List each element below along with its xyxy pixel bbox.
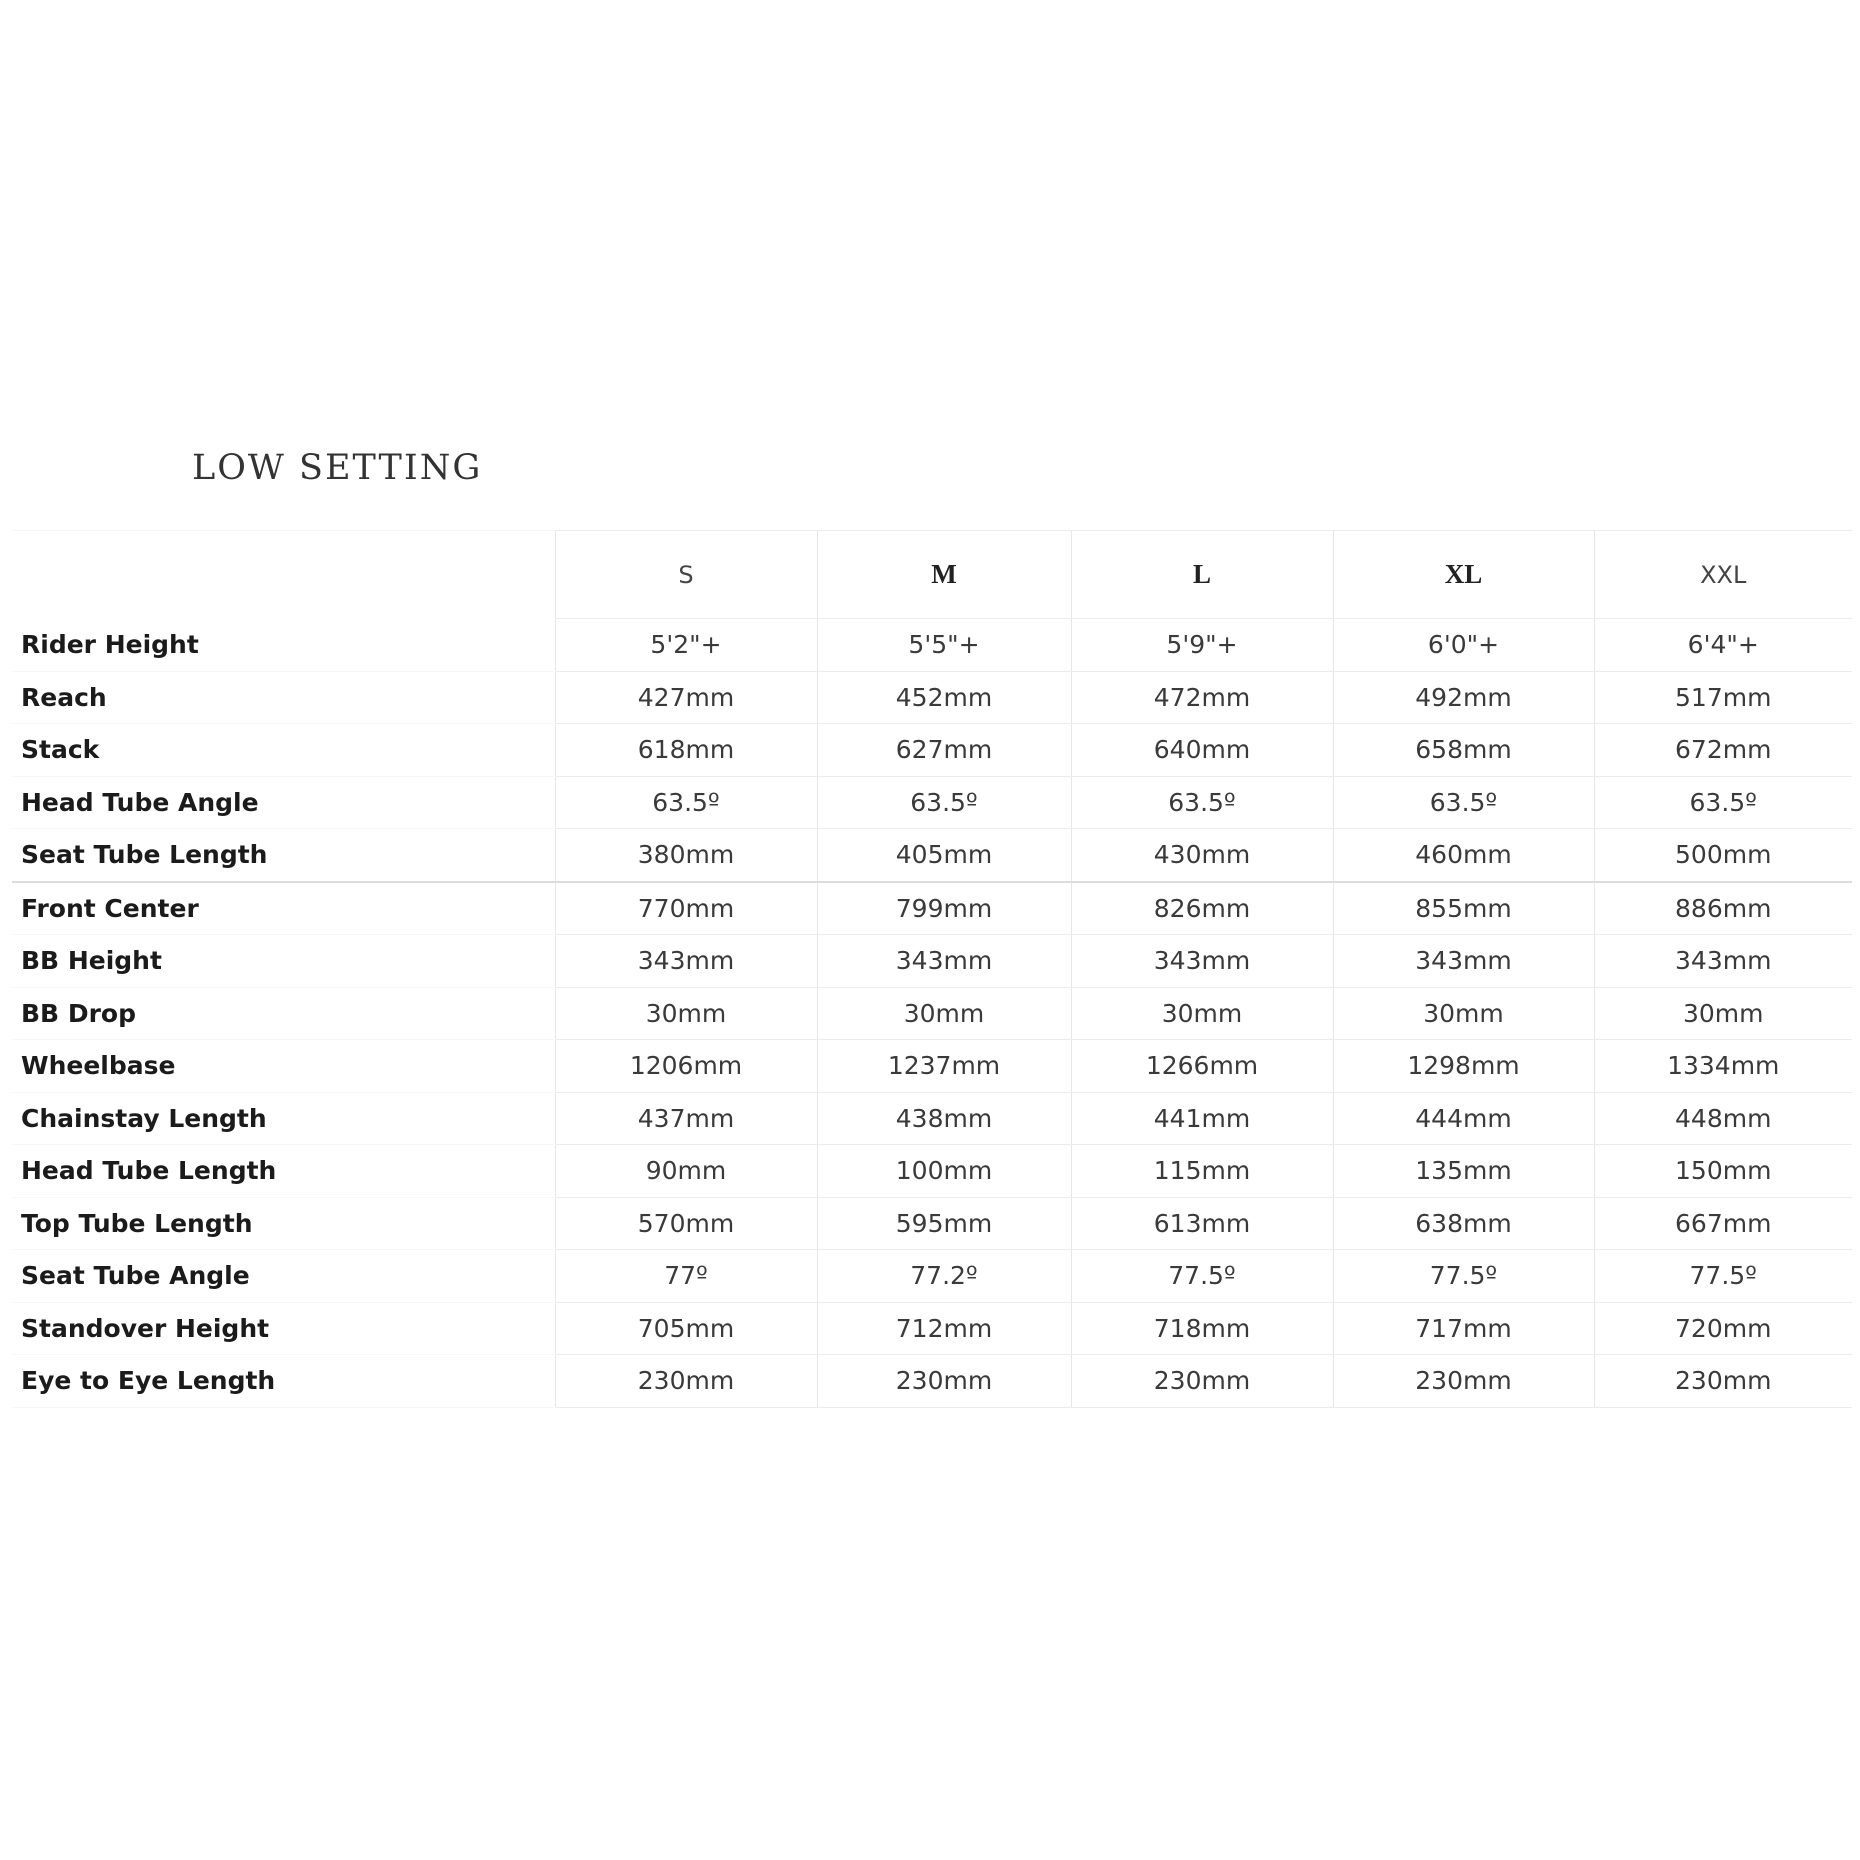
cell-l: 30mm: [1071, 987, 1333, 1040]
row-label: Rider Height: [12, 619, 555, 672]
cell-m: 627mm: [817, 724, 1071, 777]
cell-s: 1206mm: [555, 1040, 817, 1093]
cell-l: 613mm: [1071, 1197, 1333, 1250]
row-label: Front Center: [12, 882, 555, 935]
table-row: [12, 1197, 1852, 1250]
cell-xl: 658mm: [1333, 724, 1594, 777]
cell-s: 30mm: [555, 987, 817, 1040]
cell-l: 472mm: [1071, 671, 1333, 724]
cell-xl: 855mm: [1333, 882, 1594, 935]
size-header-s: S: [555, 531, 817, 619]
cell-m: 712mm: [817, 1302, 1071, 1355]
cell-l: 441mm: [1071, 1092, 1333, 1145]
cell-xxl: 63.5º: [1594, 776, 1852, 829]
cell-xl: 444mm: [1333, 1092, 1594, 1145]
cell-m: 1237mm: [817, 1040, 1071, 1093]
table-row: [12, 1355, 1852, 1408]
cell-l: 1266mm: [1071, 1040, 1333, 1093]
cell-s: 570mm: [555, 1197, 817, 1250]
table-row: [12, 776, 1852, 829]
cell-xl: 230mm: [1333, 1355, 1594, 1408]
cell-l: 5'9"+: [1071, 619, 1333, 672]
cell-l: 115mm: [1071, 1145, 1333, 1198]
geometry-table-body: [12, 619, 1852, 1408]
cell-xl: 638mm: [1333, 1197, 1594, 1250]
row-label: BB Drop: [12, 987, 555, 1040]
section-title: LOW SETTING: [192, 448, 483, 488]
cell-xxl: 886mm: [1594, 882, 1852, 935]
cell-l: 343mm: [1071, 935, 1333, 988]
row-label: Seat Tube Angle: [12, 1250, 555, 1303]
cell-s: 90mm: [555, 1145, 817, 1198]
cell-l: 640mm: [1071, 724, 1333, 777]
cell-m: 438mm: [817, 1092, 1071, 1145]
cell-xl: 77.5º: [1333, 1250, 1594, 1303]
cell-xxl: 448mm: [1594, 1092, 1852, 1145]
cell-l: 230mm: [1071, 1355, 1333, 1408]
cell-s: 77º: [555, 1250, 817, 1303]
header-corner-cell: [12, 531, 555, 619]
table-row: [12, 671, 1852, 724]
table-row: [12, 1250, 1852, 1303]
cell-xxl: 150mm: [1594, 1145, 1852, 1198]
cell-s: 618mm: [555, 724, 817, 777]
cell-s: 770mm: [555, 882, 817, 935]
cell-xxl: 343mm: [1594, 935, 1852, 988]
row-label: Head Tube Length: [12, 1145, 555, 1198]
row-label: Chainstay Length: [12, 1092, 555, 1145]
cell-xxl: 672mm: [1594, 724, 1852, 777]
cell-s: 427mm: [555, 671, 817, 724]
size-header-row: [12, 531, 1852, 619]
cell-m: 343mm: [817, 935, 1071, 988]
cell-xxl: 77.5º: [1594, 1250, 1852, 1303]
table-row: [12, 882, 1852, 935]
cell-m: 30mm: [817, 987, 1071, 1040]
cell-m: 63.5º: [817, 776, 1071, 829]
table-row: [12, 935, 1852, 988]
cell-xl: 30mm: [1333, 987, 1594, 1040]
cell-s: 5'2"+: [555, 619, 817, 672]
table-row: [12, 987, 1852, 1040]
cell-m: 595mm: [817, 1197, 1071, 1250]
cell-s: 437mm: [555, 1092, 817, 1145]
cell-xxl: 667mm: [1594, 1197, 1852, 1250]
table-row: [12, 1092, 1852, 1145]
table-row: [12, 1302, 1852, 1355]
cell-l: 63.5º: [1071, 776, 1333, 829]
cell-xl: 460mm: [1333, 829, 1594, 882]
row-label: Wheelbase: [12, 1040, 555, 1093]
cell-m: 230mm: [817, 1355, 1071, 1408]
cell-l: 77.5º: [1071, 1250, 1333, 1303]
row-label: Eye to Eye Length: [12, 1355, 555, 1408]
cell-xl: 63.5º: [1333, 776, 1594, 829]
cell-xl: 343mm: [1333, 935, 1594, 988]
row-label: Seat Tube Length: [12, 829, 555, 882]
cell-m: 5'5"+: [817, 619, 1071, 672]
table-row: [12, 829, 1852, 882]
table-row: [12, 724, 1852, 777]
cell-xl: 717mm: [1333, 1302, 1594, 1355]
cell-l: 826mm: [1071, 882, 1333, 935]
cell-s: 380mm: [555, 829, 817, 882]
cell-xxl: 30mm: [1594, 987, 1852, 1040]
row-label: Stack: [12, 724, 555, 777]
cell-s: 63.5º: [555, 776, 817, 829]
size-header-l: L: [1071, 531, 1333, 619]
cell-m: 799mm: [817, 882, 1071, 935]
size-header-xl: XL: [1333, 531, 1594, 619]
cell-xxl: 500mm: [1594, 829, 1852, 882]
cell-xl: 135mm: [1333, 1145, 1594, 1198]
cell-m: 452mm: [817, 671, 1071, 724]
cell-xxl: 720mm: [1594, 1302, 1852, 1355]
table-row: [12, 1040, 1852, 1093]
row-label: BB Height: [12, 935, 555, 988]
row-label: Top Tube Length: [12, 1197, 555, 1250]
cell-xxl: 517mm: [1594, 671, 1852, 724]
table-row: [12, 619, 1852, 672]
row-label: Reach: [12, 671, 555, 724]
cell-xl: 6'0"+: [1333, 619, 1594, 672]
cell-s: 343mm: [555, 935, 817, 988]
size-header-xxl: XXL: [1594, 531, 1852, 619]
cell-xxl: 230mm: [1594, 1355, 1852, 1408]
table-row: [12, 1145, 1852, 1198]
cell-m: 77.2º: [817, 1250, 1071, 1303]
row-label: Standover Height: [12, 1302, 555, 1355]
row-label: Head Tube Angle: [12, 776, 555, 829]
size-header-m: M: [817, 531, 1071, 619]
cell-m: 405mm: [817, 829, 1071, 882]
cell-s: 230mm: [555, 1355, 817, 1408]
cell-s: 705mm: [555, 1302, 817, 1355]
cell-xl: 492mm: [1333, 671, 1594, 724]
cell-xl: 1298mm: [1333, 1040, 1594, 1093]
cell-l: 430mm: [1071, 829, 1333, 882]
cell-l: 718mm: [1071, 1302, 1333, 1355]
geometry-table: [12, 530, 1852, 1408]
cell-m: 100mm: [817, 1145, 1071, 1198]
cell-xxl: 1334mm: [1594, 1040, 1852, 1093]
cell-xxl: 6'4"+: [1594, 619, 1852, 672]
